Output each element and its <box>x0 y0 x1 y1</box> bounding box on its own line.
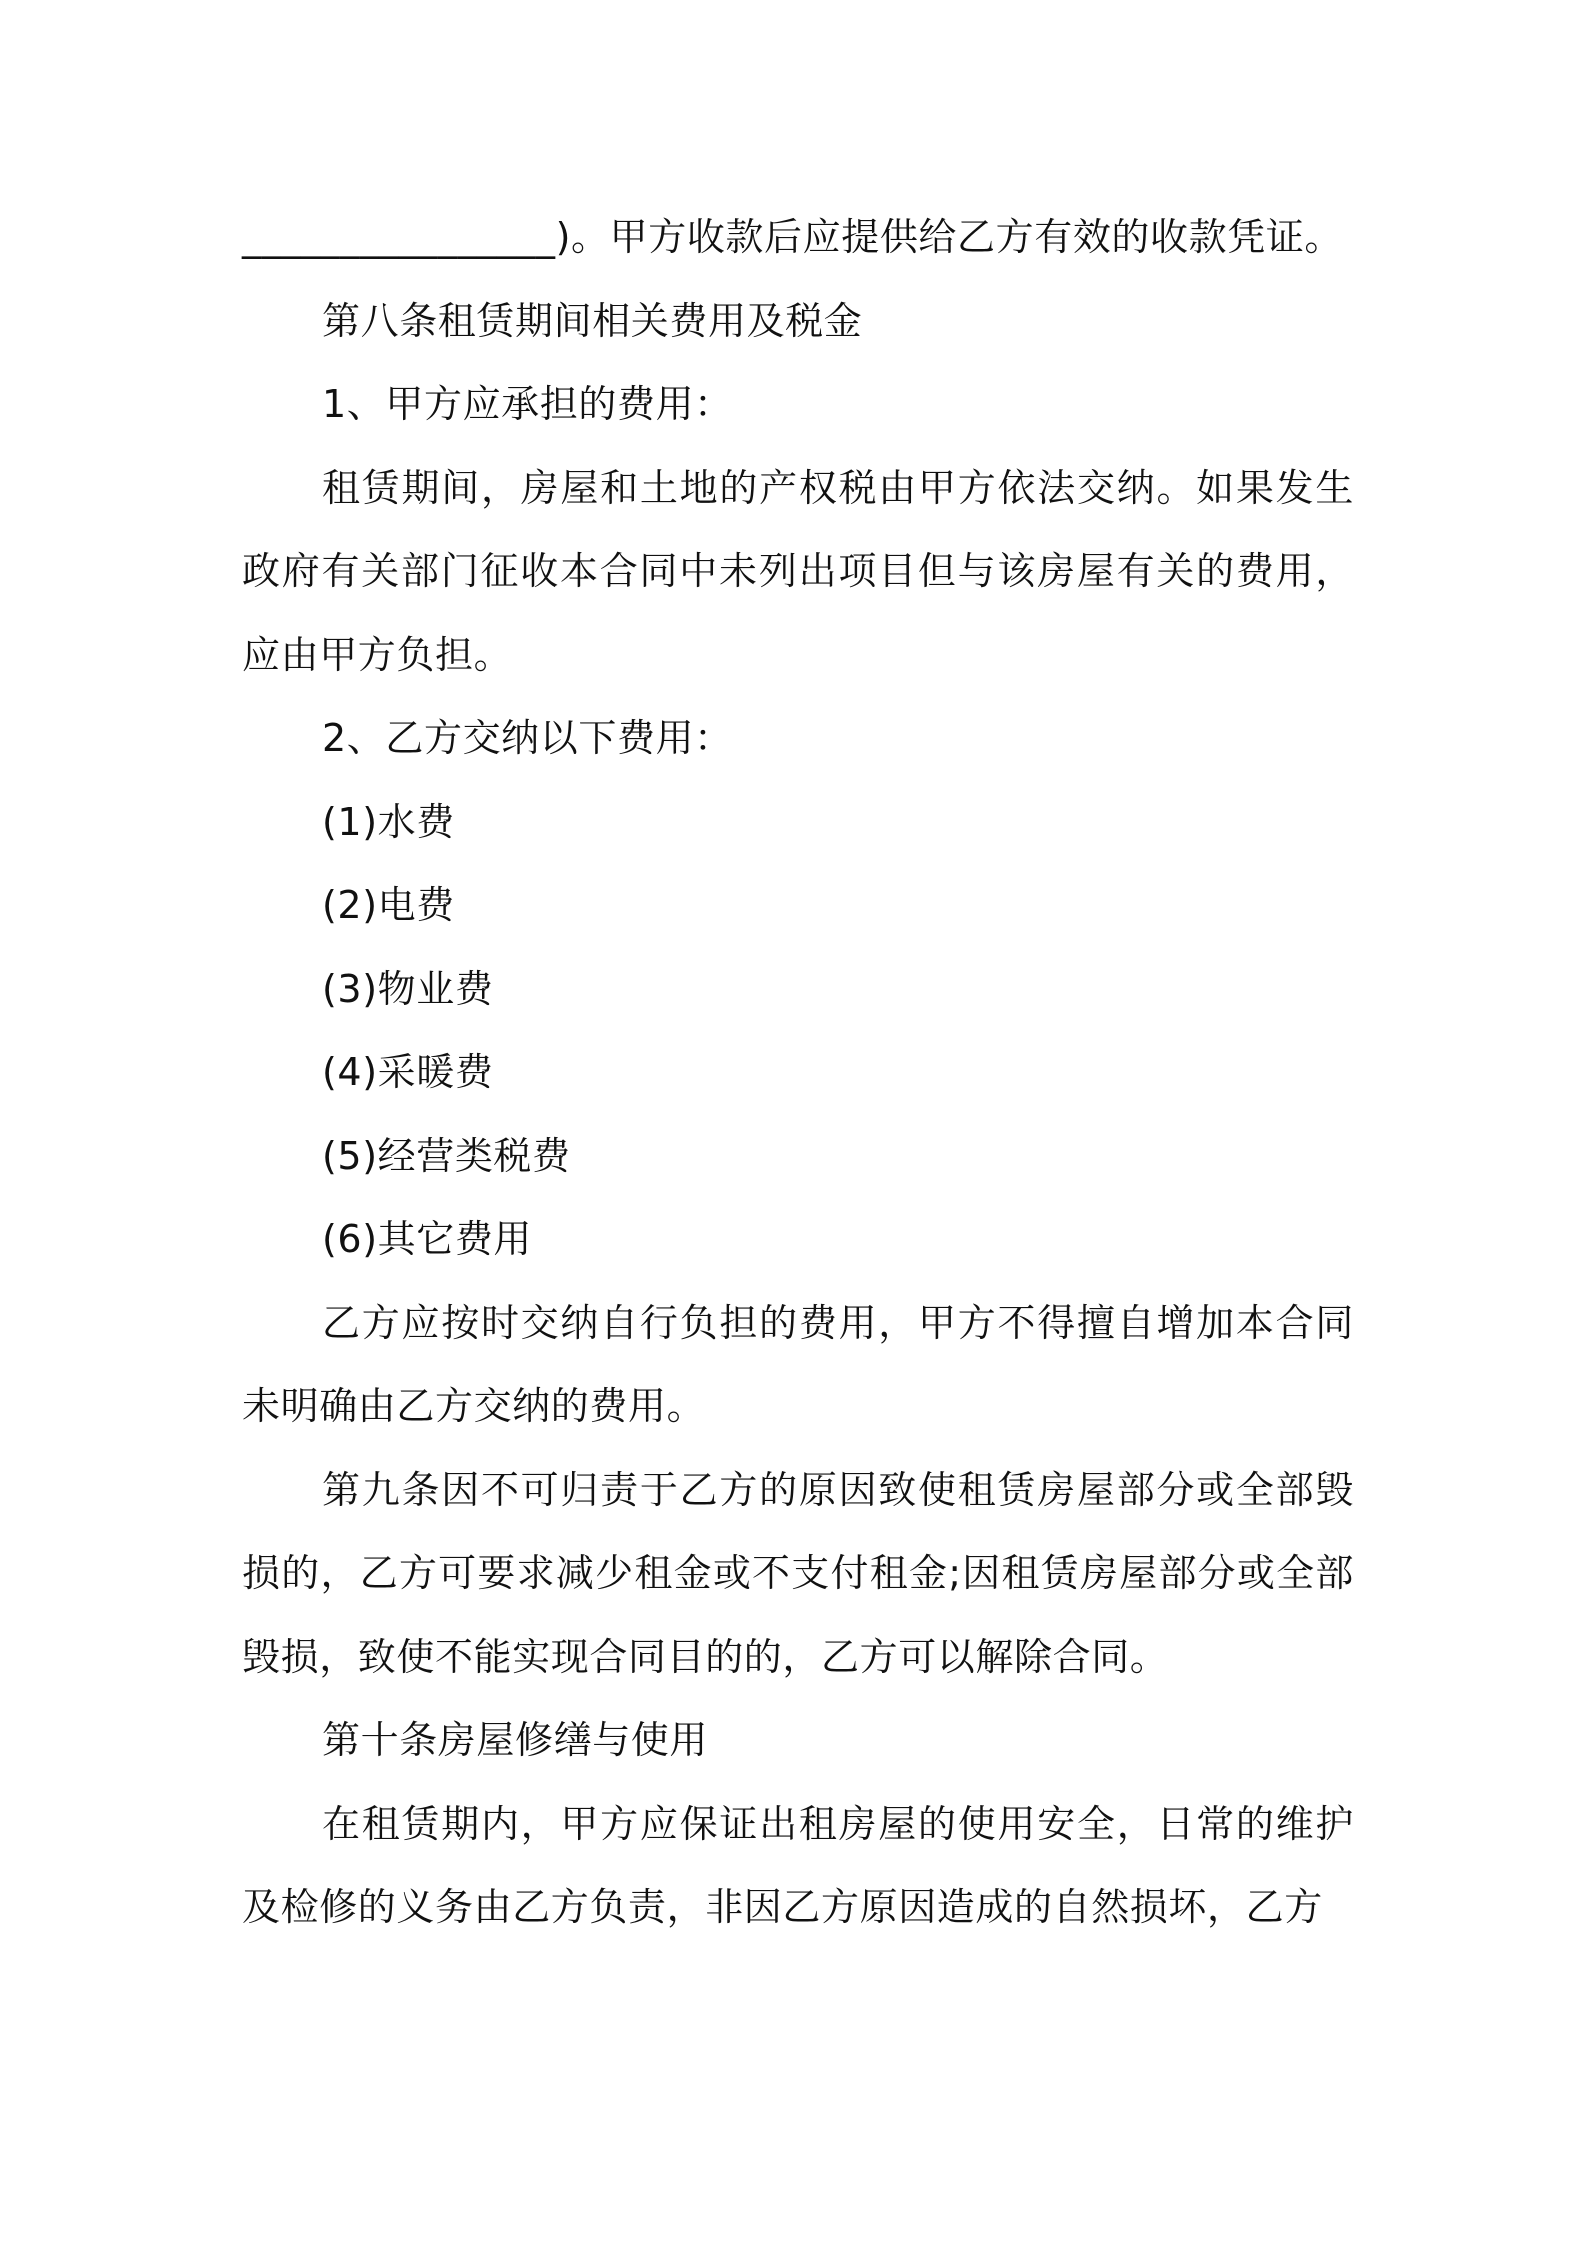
fee-item-property-management: (3)物业费 <box>322 966 494 1011</box>
paragraph-party-b-payment-duty: 乙方应按时交纳自行负担的费用，甲方不得擅自增加本合同未明确由乙方交纳的费用。 <box>242 1300 1354 1428</box>
heading-article-10: 第十条房屋修缮与使用 <box>322 1718 709 1762</box>
fee-item-electricity: (2)电费 <box>322 883 455 927</box>
fee-item-water: (1)水费 <box>322 799 455 844</box>
document-body <box>242 196 1354 1950</box>
paragraph-party-a-taxes: 租赁期间，房屋和土地的产权税由甲方依法交纳。如果发生政府有关部门征收本合同中未列出项目但与该房屋有关的费用，应由甲方负担。 <box>242 465 1354 677</box>
fee-item-heating: (4)采暖费 <box>322 1050 494 1094</box>
paragraph-payment-receipt: ________________)。甲方收款后应提供给乙方有效的收款凭证。 <box>242 215 1344 259</box>
fee-item-business-tax: (5)经营类税费 <box>322 1133 571 1178</box>
heading-article-8: 第八条租赁期间相关费用及税金 <box>322 298 863 343</box>
paragraph-repair-and-use: 在租赁期内，甲方应保证出租房屋的使用安全，日常的维护及检修的义务由乙方负责，非因乙方原因造成的自然损坏，乙方 <box>242 1801 1354 1929</box>
fee-item-other: (6)其它费用 <box>322 1217 533 1261</box>
clause-party-b-fees: 2、乙方交纳以下费用： <box>322 716 733 760</box>
paragraph-article-9: 第九条因不可归责于乙方的原因致使租赁房屋部分或全部毁损的，乙方可要求减少租金或不支付租金;因租赁房屋部分或全部毁损，致使不能实现合同目的的，乙方可以解除合同。 <box>242 1467 1354 1679</box>
clause-party-a-fees: 1、甲方应承担的费用： <box>322 382 733 426</box>
